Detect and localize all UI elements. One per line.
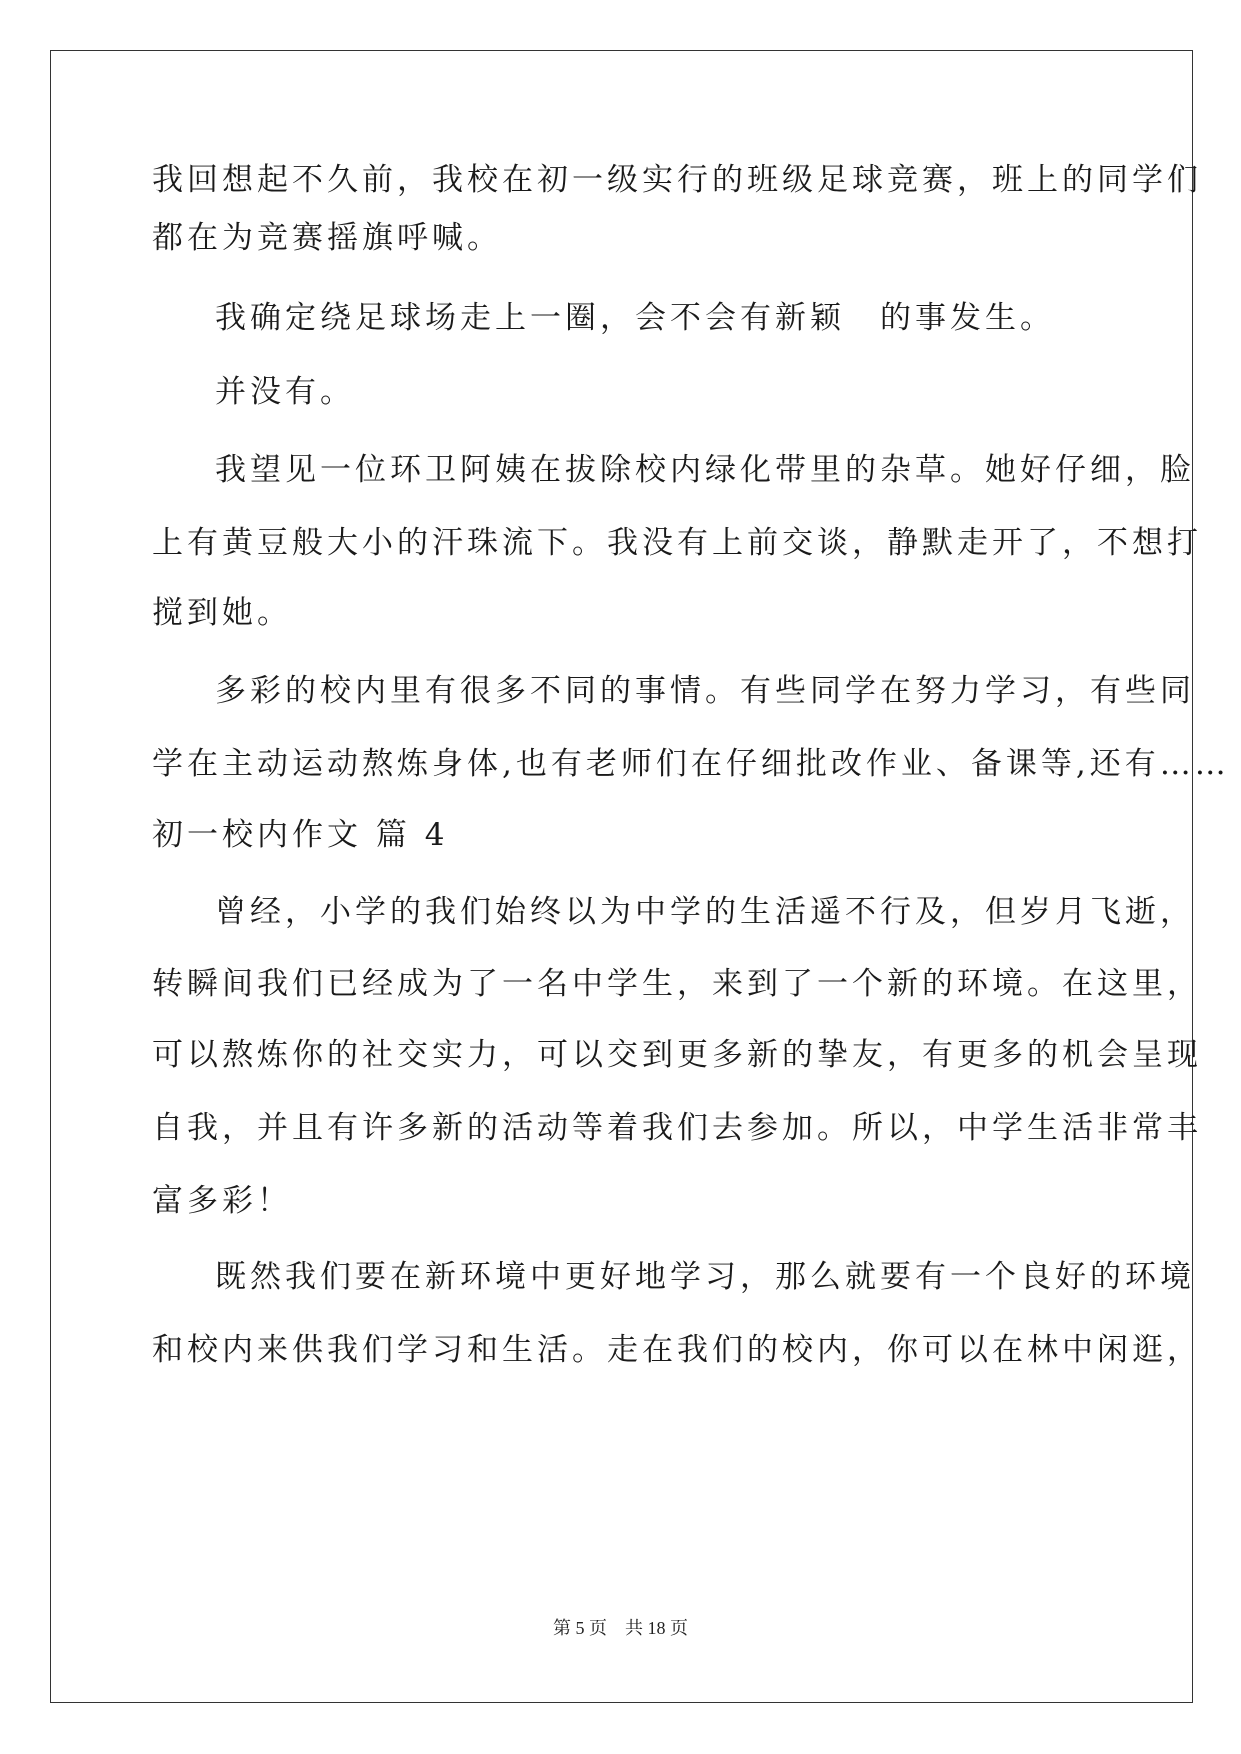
text-line: 并没有。 (215, 374, 355, 410)
text-line: 我确定绕足球场走上一圈，会不会有新颖 的事发生。 (215, 300, 1055, 336)
text-line: 上有黄豆般大小的汗珠流下。我没有上前交谈，静默走开了，不想打 (152, 525, 1202, 561)
text-line: 曾经，小学的我们始终以为中学的生活遥不行及，但岁月飞逝， (215, 894, 1195, 930)
text-line: 都在为竞赛摇旗呼喊。 (152, 220, 502, 256)
section-heading: 初一校内作文 篇 4 (152, 817, 449, 853)
text-line: 多彩的校内里有很多不同的事情。有些同学在努力学习，有些同 (215, 673, 1195, 709)
text-line: 自我，并且有许多新的活动等着我们去参加。所以，中学生活非常丰 (152, 1110, 1202, 1146)
text-line: 可以熬炼你的社交实力，可以交到更多新的挚友，有更多的机会呈现 (152, 1037, 1202, 1073)
text-line: 我回想起不久前，我校在初一级实行的班级足球竞赛，班上的同学们 (152, 162, 1202, 198)
text-line: 转瞬间我们已经成为了一名中学生，来到了一个新的环境。在这里， (152, 966, 1202, 1002)
page-footer (0, 1616, 1241, 1640)
text-line: 富多彩！ (152, 1183, 292, 1219)
text-line: 和校内来供我们学习和生活。走在我们的校内，你可以在林中闲逛， (152, 1332, 1202, 1368)
page-number: 第 5 页 (553, 1618, 607, 1638)
text-line: 搅到她。 (152, 595, 292, 631)
text-line: 既然我们要在新环境中更好地学习，那么就要有一个良好的环境 (215, 1259, 1195, 1295)
page-total: 共 18 页 (625, 1618, 688, 1638)
text-line: 我望见一位环卫阿姨在拔除校内绿化带里的杂草。她好仔细，脸 (215, 452, 1195, 488)
text-line: 学在主动运动熬炼身体,也有老师们在仔细批改作业、备课等,还有…… (152, 746, 1230, 782)
